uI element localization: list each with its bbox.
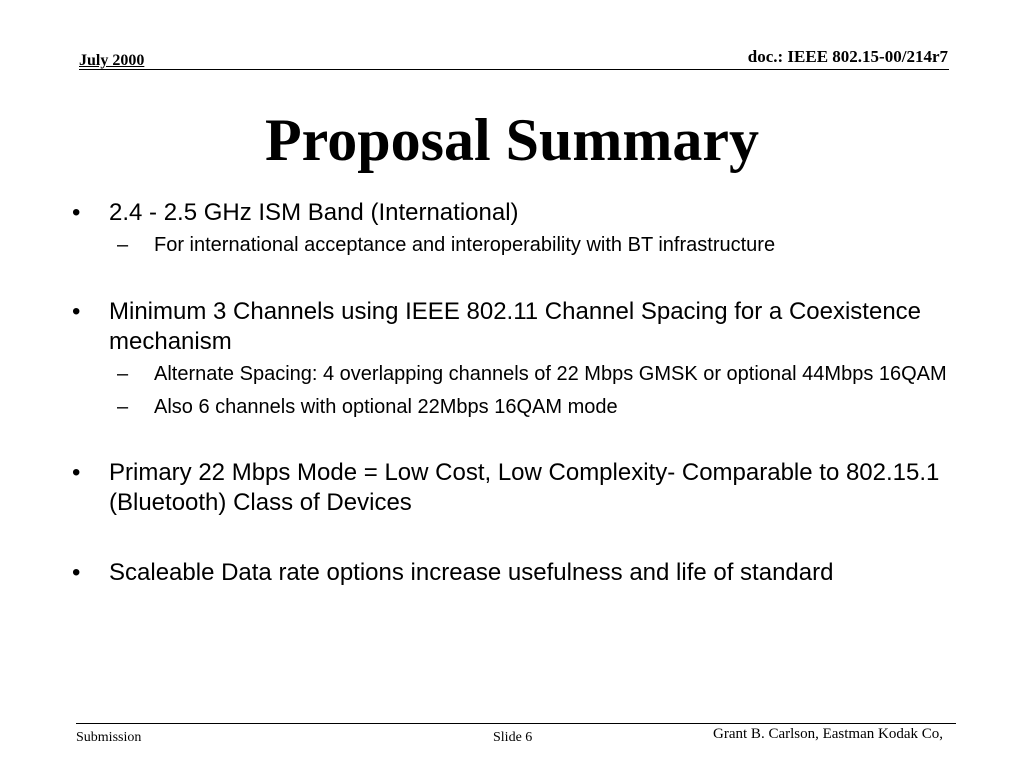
bullet-marker: • — [72, 298, 81, 325]
sub-bullet-marker: – — [117, 234, 129, 256]
bullet-text: Minimum 3 Channels using IEEE 802.11 Channel Spacing for a Coexistence mechanism — [109, 298, 922, 355]
footer-author: Grant B. Carlson, Eastman Kodak Co, — [713, 726, 943, 742]
bullet-item — [72, 198, 952, 259]
bullet-item — [72, 297, 952, 421]
bullet-item — [72, 558, 952, 588]
sub-bullet-text: Alternate Spacing: 4 overlapping channels of 22 Mbps GMSK or optional 44Mbps 16QAM — [154, 363, 947, 385]
sub-bullet-item — [109, 232, 952, 259]
header-divider — [79, 69, 949, 70]
sub-bullet-item — [109, 361, 952, 388]
sub-bullet-item — [109, 394, 952, 421]
header-date: July 2000 — [79, 52, 145, 69]
bullet-text: 2.4 - 2.5 GHz ISM Band (International) — [109, 199, 519, 226]
bullet-marker: • — [72, 559, 81, 586]
sub-bullet-marker: – — [117, 363, 129, 385]
bullet-text: Primary 22 Mbps Mode = Low Cost, Low Complexity- Comparable to 802.15.1 (Bluetooth) Class of Devices — [109, 459, 940, 516]
bullet-text: Scaleable Data rate options increase usefulness and life of standard — [109, 559, 834, 586]
sub-bullet-list — [109, 232, 952, 259]
footer-slide-number: Slide 6 — [493, 730, 533, 745]
sub-bullet-marker: – — [117, 396, 129, 418]
footer-divider — [76, 723, 956, 724]
bullet-marker: • — [72, 459, 81, 486]
sub-bullet-text: For international acceptance and interoperability with BT infrastructure — [154, 234, 776, 256]
bullet-item — [72, 458, 952, 518]
bullet-marker: • — [72, 199, 81, 226]
header-doc-id: doc.: IEEE 802.15-00/214r7 — [747, 47, 948, 66]
sub-bullet-text: Also 6 channels with optional 22Mbps 16QAM mode — [154, 396, 618, 418]
bullet-list — [72, 194, 952, 588]
footer-submission: Submission — [76, 730, 142, 745]
sub-bullet-list — [109, 361, 952, 421]
slide-title: Proposal Summary — [265, 107, 759, 173]
